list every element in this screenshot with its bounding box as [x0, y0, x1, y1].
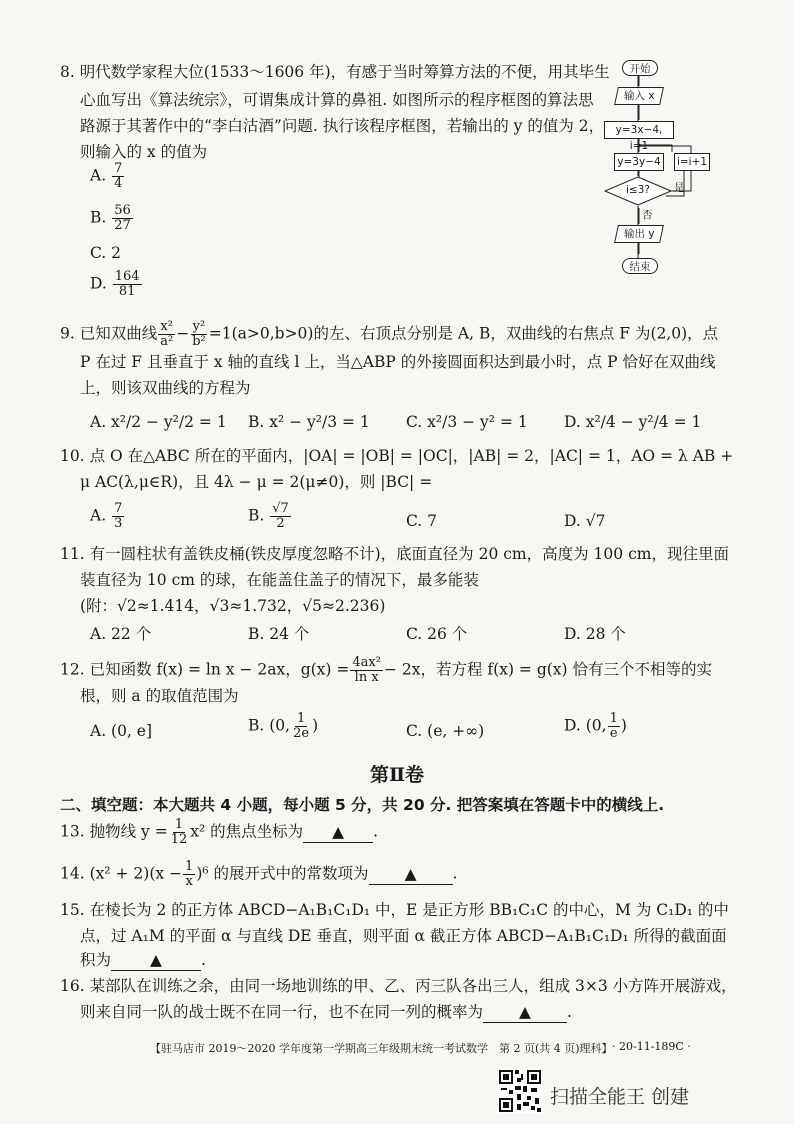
flow-init: y=3x−4, i=1	[604, 121, 674, 139]
flow-yes-label: 是	[674, 182, 685, 194]
q9-option-c: C. x²/3 − y² = 1	[406, 413, 528, 431]
q12-line-1: 12. 已知函数 f(x) = ln x − 2ax，g(x) = $\frac{\text{4ax²}}{\text{ln x}}$ − 2x，若方程 f(x) = g(x) 恰有三个不相等的实	[60, 655, 713, 685]
q16-answer-blank: ▲	[483, 1002, 567, 1023]
flow-condition: i≤3?	[626, 184, 650, 196]
q10-line-1: 10. 点 O 在△ABC 所在的平面内，|OA| = |OB| = |OC|，|AB| = 2，|AC| = 1，AO = λ AB +	[60, 447, 734, 465]
q13-answer-blank: ▲	[303, 822, 373, 843]
q8-option-d: D. $\frac{164}{81}$	[90, 269, 140, 299]
q9-line-1: 9. 已知双曲线 $\frac{\text{x²}}{\text{a²}}$ − $\frac{\text{y²}}{\text{b²}}$ =1(a>0,b>0)的左、右顶点分别是 A, B，双曲线的右焦点 F 为(2,0)，点	[60, 319, 719, 349]
q8-option-c: C. 2	[90, 244, 122, 262]
q11-option-d: D. 28 个	[564, 625, 626, 643]
q15-answer-blank: ▲	[111, 950, 201, 971]
q16-line-2: 则来自同一队的战士既不在同一行，也不在同一列的概率为 ▲ .	[80, 1003, 572, 1021]
q9-option-d: D. x²/4 − y²/4 = 1	[564, 413, 702, 431]
q9-option-a: A. x²/2 − y²/2 = 1	[90, 413, 227, 431]
q10-line-2: μ AC(λ,μ∈R)，且 4λ − μ = 2(μ≠0)，则 |BC| =	[80, 473, 433, 491]
flow-start: 开始	[622, 60, 658, 76]
q9-line-3: 上，则该双曲线的方程为	[80, 379, 251, 397]
q8-option-a: A. $\frac{7}{4}$	[90, 161, 123, 191]
part-two-title: 第Ⅱ卷	[369, 764, 424, 786]
q15-line-2: 点，过 A₁M 的平面 α 与直线 DE 垂直，则平面 α 截正方体 ABCD−A₁B₁C₁D₁ 所得的截面面	[80, 927, 727, 945]
q10-option-c: C. 7	[406, 512, 438, 530]
q14-line: 14. (x² + 2)(x − $\frac{1}{x}$ )⁶ 的展开式中的常数项为 ▲ .	[60, 859, 458, 889]
flow-end: 结束	[622, 258, 658, 274]
flowchart-lines	[600, 58, 720, 284]
q12-option-b: B. (0, $\frac{1}{2e}$ )	[248, 711, 319, 741]
qr-code	[497, 1068, 543, 1114]
q14-answer-blank: ▲	[369, 864, 453, 885]
q8-line-3: 路源于其著作中的“李白沽酒”问题. 执行该程序框图，若输出的 y 的值为 2，	[80, 117, 605, 135]
flow-update: y=3y−4	[614, 153, 664, 171]
section-header: 二、填空题：本大题共 4 小题，每小题 5 分，共 20 分. 把答案填在答题卡中的横线上.	[60, 796, 665, 814]
q10-option-a: A. $\frac{7}{3}$	[90, 501, 123, 531]
flow-input: 输入 x	[614, 87, 664, 105]
q8-line-1: 8. 明代数学家程大位(1533～1606 年)，有感于当时筹算方法的不便，用其毕生	[60, 63, 610, 81]
q9-line-2: P 在过 F 且垂直于 x 轴的直线 l 上，当△ABP 的外接圆面积达到最小时，点 P 恰好在双曲线	[80, 353, 716, 371]
q8-line-2: 心血写出《算法统宗》，可谓集成计算的鼻祖. 如图所示的程序框图的算法思	[80, 91, 594, 109]
q10-option-d: D. √7	[564, 512, 606, 530]
q9-option-b: B. x² − y²/3 = 1	[248, 413, 370, 431]
flow-increment: i=i+1	[674, 153, 710, 171]
q11-option-c: C. 26 个	[406, 625, 468, 643]
q11-line-1: 11. 有一圆柱状有盖铁皮桶(铁皮厚度忽略不计)，底面直径为 20 cm，高度为 100 cm，现往里面	[60, 545, 729, 563]
q11-option-a: A. 22 个	[90, 625, 152, 643]
flow-output: 输出 y	[614, 225, 664, 243]
q8-line-4: 则输入的 x 的值为	[80, 143, 208, 161]
q12-line-2: 根，则 a 的取值范围为	[80, 687, 239, 705]
flow-no-label: 否	[642, 209, 653, 221]
q12-option-d: D. (0, $\frac{1}{e}$ )	[564, 711, 627, 741]
q12-option-c: C. (e, +∞)	[406, 722, 485, 740]
q13-line: 13. 抛物线 y = $\frac{1}{12}$ x² 的焦点坐标为 ▲ .	[60, 817, 379, 847]
q11-line-2: 装直径为 10 cm 的球，在能盖住盖子的情况下，最多能装	[80, 571, 479, 589]
scanner-watermark: 扫描全能王 创建	[550, 1086, 690, 1108]
q12-option-a: A. (0, e]	[90, 722, 153, 740]
q11-option-b: B. 24 个	[248, 625, 310, 643]
q15-line-3: 积为 ▲ .	[80, 951, 206, 969]
footer-info: 【驻马店市 2019～2020 学年度第一学期高三年级期末统一考试数学 第 2 页(共 4 页)理科】	[150, 1042, 613, 1055]
q15-line-1: 15. 在棱长为 2 的正方体 ABCD−A₁B₁C₁D₁ 中，E 是正方形 BB₁C₁C 的中心，M 为 C₁D₁ 的中	[60, 901, 729, 919]
q8-option-b: B. $\frac{56}{27}$	[90, 203, 131, 233]
footer-code: · 20-11-189C ·	[612, 1040, 691, 1053]
q16-line-1: 16. 某部队在训练之余，由同一场地训练的甲、乙、丙三队各出三人，组成 3×3 小方阵开展游戏，	[60, 977, 737, 995]
q11-line-3: (附：√2≈1.414，√3≈1.732，√5≈2.236)	[80, 597, 386, 615]
q10-option-b: B. $\frac{√7}{2}$	[248, 501, 289, 531]
